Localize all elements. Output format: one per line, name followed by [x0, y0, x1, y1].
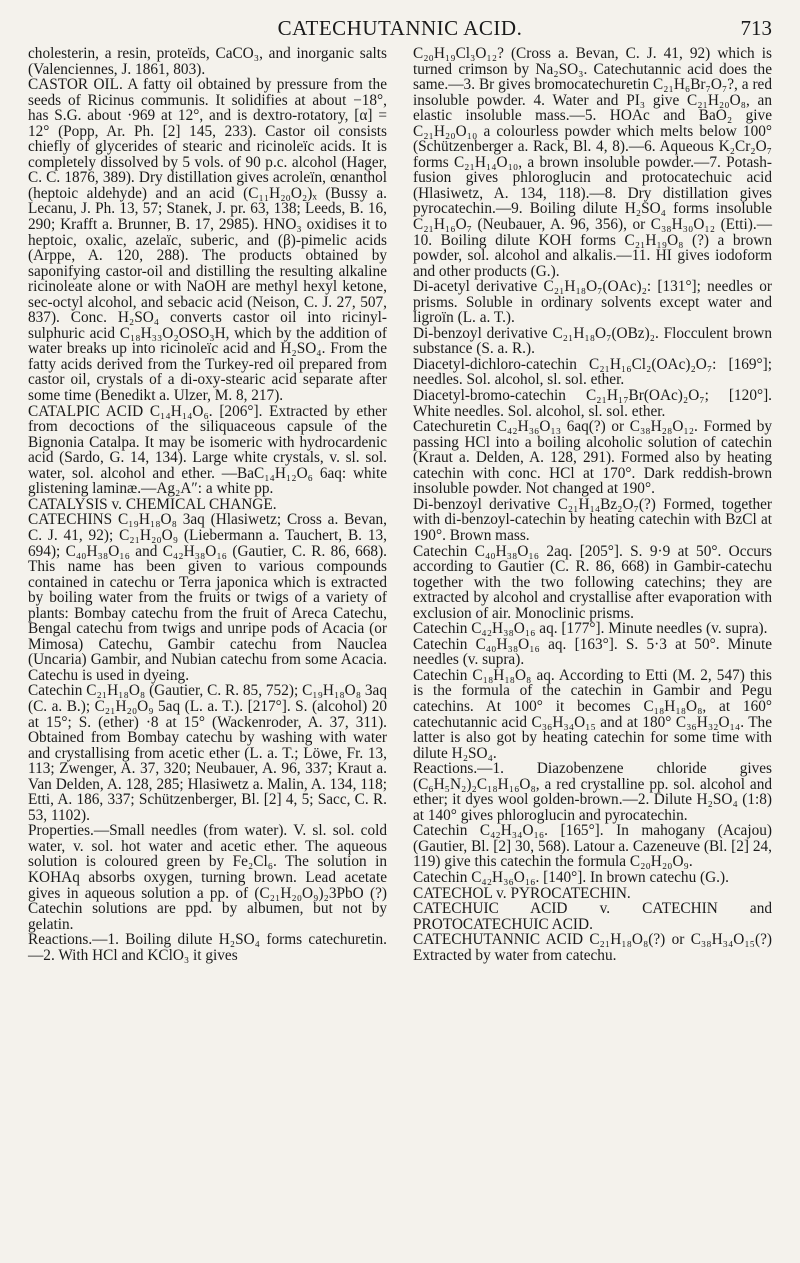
paragraph: Reactions.—1. Diazobenzene chloride gives (C₆H₅N₂)₂C₁₈H₁₆O₈, a red crystalline pp. sol. alcohol and ether; it dyes wool golden-brown.—2. Dilute H₂SO₄ (1:8) at 140° gives phloroglucin and pyrocatechin.: [413, 760, 772, 824]
paragraph: Catechin C₄₂H₃₆O₁₆. [140°]. In brown catechu (G.).: [413, 868, 729, 886]
paragraph: CATALPIC ACID C₁₄H₁₄O₆. [206°]. Extracted by ether from decoctions of the siliquaceous capsule of the Bignonia Catalpa. It may be isomeric with hydrocardenic acid (Sardo, G. 14, 134). Large white crystals, v. sl. sol. water, sol. alcohol and ether. —BaC₁₄H₁₂O₆ 6aq: white glistening laminæ.—Ag₂A″: a white pp.: [28, 402, 387, 498]
paragraph: CATECHOL v. PYROCATECHIN.: [413, 884, 631, 902]
two-column-body: [28, 46, 772, 963]
page-number: 713: [740, 16, 772, 40]
paragraph: Properties.—Small needles (from water). V. sl. sol. cold water, v. sol. hot water and acetic ether. The aqueous solution is coloured green by Fe₂Cl₆. The solution in KOHAq absorbs oxygen, turning brown. Lead acetate gives in aqueous solution a pp. of (C₂₁H₂₀O₉)₂3PbO (?) Catechin solutions are ppd. by albumen, but not by gelatin.: [28, 822, 387, 933]
paragraph: CATALYSIS v. CHEMICAL CHANGE.: [28, 495, 277, 513]
paragraph: cholesterin, a resin, proteïds, CaCO₃, and inorganic salts (Valenciennes, J. 1861, 803).: [28, 45, 387, 78]
paragraph: Catechin C₄₂H₃₄O₁₆. [165°]. In mahogany (Acajou) (Gautier, Bl. [2] 30, 568). Latour a. Cazeneuve (Bl. [2] 24, 119) give this catechin the formula C₂₀H₂₀O₉.: [413, 822, 772, 871]
paragraph: C₂₀H₁₉Cl₃O₁₂? (Cross a. Bevan, C. J. 41, 92) which is turned crimson by Na₂SO₃. Catechutannic acid does the same.—3. Br gives bromocatechuretin C₂₁H₆Br₇O₇?, a red insoluble powder. 4. Water and PI₃ give C₂₁H₂₀O₈, an elastic insoluble mass.—5. HOAc and BaO₂ give C₂₁H₂₀O₁₀ a colourless powder which melts below 100° (Schützenberger a. Rack, Bl. 4, 8).—6. Aqueous K₂Cr₂O₇ forms C₂₁H₁₄O₁₀, a brown insoluble powder.—7. Potash-fusion gives phloroglucin and protocatechuic acid (Hlasiwetz, A. 134, 118).—8. Dry distillation gives pyrocatechin.—9. Boiling dilute H₂SO₄ forms insoluble C₂₁H₁₆O₇ (Neubauer, A. 96, 356), or C₃₈H₃₀O₁₂ (Etti).—10. Boiling dilute KOH forms C₂₁H₁₉O₈ (?) a brown powder, sol. alcohol and alkalis.—11. HI gives iodoform and other products (G.).: [413, 45, 772, 280]
paragraph: Catechin C₄₀H₃₈O₁₆ 2aq. [205°]. S. 9·9 at 50°. Occurs according to Gautier (C. R. 86, 668) in Gambir-catechu together with the two following catechins; they are extracted by alcohol and crystallise after evaporation with exclusion of air. Monoclinic prisms.: [413, 542, 772, 622]
paragraph: CATECHUIC ACID v. CATECHIN and PROTOCATECHUIC ACID.: [413, 900, 772, 933]
page-header: [28, 12, 772, 46]
paragraph: Di-benzoyl derivative C₂₁H₁₈O₇(OBz)₂. Flocculent brown substance (S. a. R.).: [413, 324, 772, 358]
paragraph: Catechin C₁₈H₁₈O₈ aq. According to Etti (M. 2, 547) this is the formula of the catechin in Gambir and Pegu catechins. At 100° it becomes C₁₈H₁₈O₈, at 160° catechutannic acid C₃₆H₃₄O₁₅ and at 180° C₃₆H₃₂O₁₄. The latter is also got by heating catechin for some time with dilute H₂SO₄.: [413, 666, 772, 762]
paragraph: Di-benzoyl derivative C₂₁H₁₄Bz₂O₇(?) Formed, together with di-benzoyl-catechin by heating catechin with BzCl at 190°. Brown mass.: [413, 495, 772, 544]
paragraph: Diacetyl-dichloro-catechin C₂₁H₁₆Cl₂(OAc)₂O₇: [169°]; needles. Sol. alcohol, sl. sol. ether.: [413, 355, 772, 389]
running-title: CATECHUTANNIC ACID.: [277, 16, 523, 40]
paragraph: Catechin C₂₁H₁₈O₈ (Gautier, C. R. 85, 752); C₁₉H₁₈O₈ 3aq (C. a. B.); C₂₁H₂₀O₉ 5aq (L. a. T.). [217°]. S. (alcohol) 20 at 15°; S. (ether) ·8 at 15° (Wackenroder, A. 37, 311). Obtained from Bombay catechu by washing with water and crystallising from acetic ether (L. a. T.; Löwe, Fr. 13, 113; Zwenger, A. 37, 320; Neubauer, A. 96, 337; Kraut a. Van Delden, A. 128, 285; Hlasiwetz a. Malin, A. 134, 118; Etti, A. 186, 337; Schützenberger, Bl. [2] 4, 5; Sacc, C. R. 53, 1102).: [28, 682, 387, 824]
paragraph: Diacetyl-bromo-catechin C₂₁H₁₇Br(OAc)₂O₇; [120°]. White needles. Sol. alcohol, sl. sol. ether.: [413, 387, 772, 420]
paragraph: Di-acetyl derivative C₂₁H₁₈O₇(OAc)₂: [131°]; needles or prisms. Soluble in ordinary solvents except water and ligroïn (L. a. T.).: [413, 278, 772, 327]
paragraph: CATECHUTANNIC ACID C₂₁H₁₈O₈(?) or C₃₈H₃₄O₁₅(?) Extracted by water from catechu.: [413, 931, 772, 964]
paragraph: CATECHINS C₁₉H₁₈O₈ 3aq (Hlasiwetz; Cross a. Bevan, C. J. 41, 92); C₂₁H₂₀O₉ (Liebermann a. Tauchert, B. 13, 694); C₄₀H₃₈O₁₆ and C₄₂H₃₈O₁₆ (Gautier, C. R. 86, 668). This name has been given to various compounds contained in catechu or Terra japonica which is extracted by boiling water from the fruits or twigs of a variety of plants: Bombay catechu from the fruit of Areca Catechu, Bengal catechu from twigs and unripe pods of Acacia (or Mimosa) Catechu, Gambir catechu from Nauclea (Uncaria) Gambir, and Nubian catechu from some Acacia. Catechu is used in dyeing.: [28, 511, 387, 684]
paragraph: CASTOR OIL. A fatty oil obtained by pressure from the seeds of Ricinus communis. It solidifies at about −18°, has S.G. about ·969 at 12°, and is dextro-rotatory, [α] = 12° (Popp, Ar. Ph. [2] 145, 233). Castor oil consists chiefly of glycerides of stearic and ricinoleïc acids. It is completely dissolved by 5 vols. of 90 p.c. alcohol (Hager, C. C. 1876, 389). Dry distillation gives acroleïn, œnanthol (heptoic aldehyde) and an acid (C₁₁H₂₀O₂)ₓ (Bussy a. Lecanu, J. Ph. 13, 57; Stanek, J. pr. 63, 138; Leeds, B. 16, 290; Krafft a. Brunner, B. 17, 2985). HNO₃ oxidises it to heptoic, oxalic, azelaïc, suberic, and (β)-pimelic acids (Arppe, A. 120, 288). The products obtained by saponifying castor-oil and distilling the resulting alkaline ricinoleate alone or with NaOH are methyl hexyl ketone, sec-octyl alcohol, and sebacic acid (Neison, C. J. 27, 507, 837). Conc. H₂SO₄ converts castor oil into ricinyl-sulphuric acid C₁₈H₃₃O₂OSO₃H, which by the addition of water breaks up into ricinoleïc acid and H₂SO₄. From the fatty acids derived from the Turkey-red oil prepared from castor oil, crystals of a di-oxy-stearic acid separate after some time (Benedikt a. Ulzer, M. 8, 217).: [28, 76, 387, 405]
right-column: [413, 46, 772, 963]
left-column: [28, 46, 387, 963]
paragraph: Catechin C₄₂H₃₈O₁₆ aq. [177°]. Minute needles (v. supra).: [413, 620, 768, 638]
paragraph: Reactions.—1. Boiling dilute H₂SO₄ forms catechuretin.—2. With HCl and KClO₃ it gives: [28, 931, 387, 964]
paragraph: Catechuretin C₄₂H₃₆O₁₃ 6aq(?) or C₃₈H₂₈O₁₂. Formed by passing HCl into a boiling alcoholic solution of catechin (Kraut a. Delden, A. 128, 291). Formed also by heating catechin with conc. HCl at 170°. Dark reddish-brown insoluble powder. Not changed at 190°.: [413, 418, 772, 498]
paragraph: Catechin C₄₀H₃₈O₁₆ aq. [163°]. S. 5·3 at 50°. Minute needles (v. supra).: [413, 635, 772, 669]
